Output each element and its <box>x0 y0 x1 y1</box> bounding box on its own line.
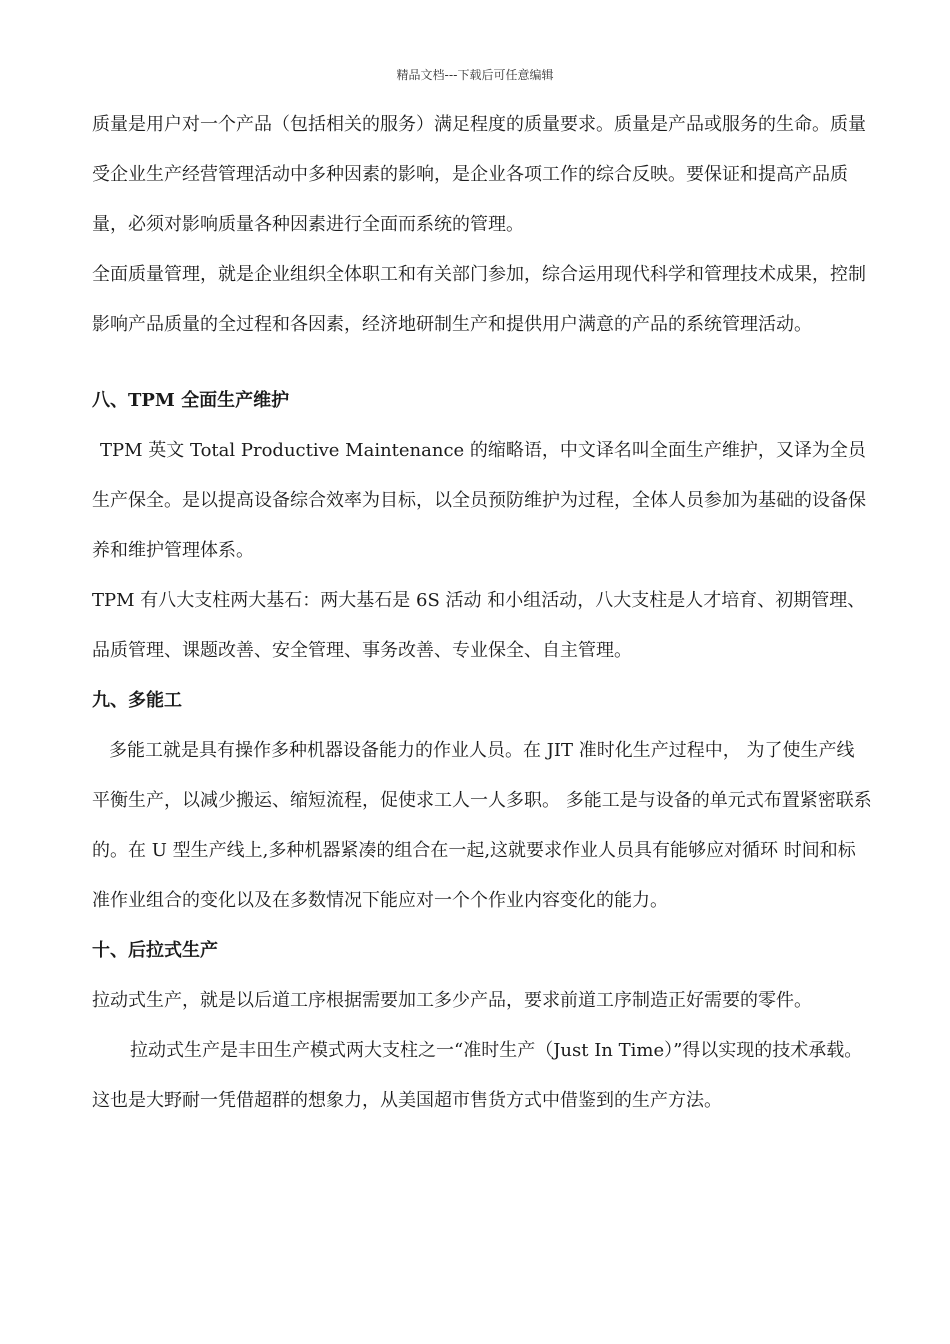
heading-section-10: 十、后拉式生产 <box>92 940 218 961</box>
heading-section-8: 八、TPM 全面生产维护 <box>92 390 290 411</box>
paragraph-quality-definition: 质量是用户对一个产品（包括相关的服务）满足程度的质量要求。质量是产品或服务的生命。质量受企业生产经营管理活动中多种因素的影响，是企业各项工作的综合反映。要保证和提高产品质量，必须对影响质量各种因素进行全面而系统的管理。 <box>92 114 866 235</box>
paragraph-tpm-pillars: TPM 有八大支柱两大基石：两大基石是 6S 活动 和小组活动，八大支柱是人才培育、初期管理、品质管理、课题改善、安全管理、事务改善、专业保全、自主管理。 <box>92 590 866 661</box>
paragraph-multi-skilled-worker: 多能工就是具有操作多种机器设备能力的作业人员。在 JIT 准时化生产过程中， 为了使生产线平衡生产，以减少搬运、缩短流程，促使求工人一人多职。 多能工是与设备的单元式布置紧密联系 的。在 U 型生产线上,多种机器紧凑的组合在一起,这就要求作业人员具有能够应对循环 时间和标准作业组合的变化以及在多数情况下能应对一个个作业内容变化的能力。 <box>92 740 872 911</box>
paragraph-pull-production-definition: 拉动式生产，就是以后道工序根据需要加工多少产品，要求前道工序制造正好需要的零件。 <box>92 990 812 1011</box>
paragraph-tpm-definition: TPM 英文 Total Productive Maintenance 的缩略语，中文译名叫全面生产维护，又译为全员生产保全。是以提高设备综合效率为目标，以全员预防维护为过程，全体人员参加为基础的设备保养和维护管理体系。 <box>92 440 866 561</box>
paragraph-tqm-definition: 全面质量管理，就是企业组织全体职工和有关部门参加，综合运用现代科学和管理技术成果，控制影响产品质量的全过程和各因素，经济地研制生产和提供用户满意的产品的系统管理活动。 <box>92 264 866 335</box>
heading-section-9: 九、多能工 <box>92 690 182 711</box>
paragraph-pull-production-jit: 拉动式生产是丰田生产模式两大支柱之一“准时生产（Just In Time）”得以实现的技术承载。这也是大野耐一凭借超群的想象力，从美国超市售货方式中借鉴到的生产方法。 <box>92 1040 863 1111</box>
document-body <box>92 100 872 1126</box>
section-gap <box>92 350 872 376</box>
page-header: 精品文档---下载后可任意编辑 <box>396 68 554 82</box>
